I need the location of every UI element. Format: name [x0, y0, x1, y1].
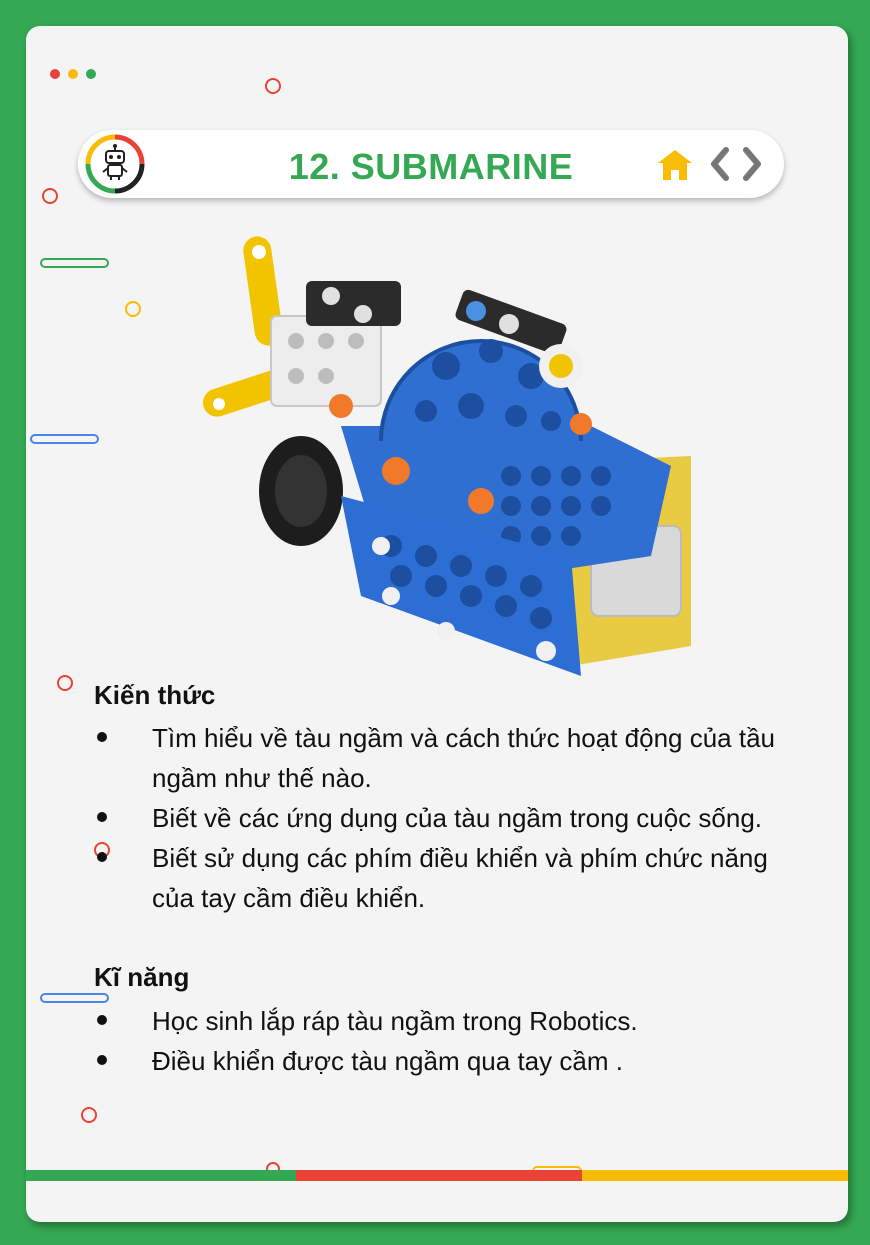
list-item: Biết sử dụng các phím điều khiển và phím chức năng của tay cầm điều khiển.	[94, 838, 804, 918]
decor-pill	[30, 434, 99, 444]
skills-heading: Kĩ năng	[94, 962, 190, 992]
list-item: Tìm hiểu về tàu ngầm và cách thức hoạt động của tầu ngầm như thế nào.	[94, 718, 804, 798]
skills-list	[94, 1001, 804, 1081]
knowledge-list	[94, 718, 804, 918]
window-dot-green	[86, 69, 96, 79]
submarine-robot-model-image	[191, 226, 691, 696]
list-item: Điều khiển được tàu ngầm qua tay cầm .	[94, 1041, 804, 1081]
home-icon[interactable]	[656, 148, 694, 182]
decor-ring	[265, 78, 281, 94]
decor-ring	[42, 188, 58, 204]
footer-bar-green	[26, 1170, 296, 1181]
lesson-card	[26, 26, 848, 1222]
list-item: Biết về các ứng dụng của tàu ngầm trong cuộc sống.	[94, 798, 804, 838]
footer-bar-yellow	[582, 1170, 848, 1181]
chevron-right-icon[interactable]	[740, 146, 764, 182]
window-dot-red	[50, 69, 60, 79]
list-item: Học sinh lắp ráp tàu ngầm trong Robotics.	[94, 1001, 804, 1041]
chevron-left-icon[interactable]	[708, 146, 732, 182]
footer-bar-red	[296, 1170, 582, 1181]
page-title: 12. SUBMARINE	[288, 146, 574, 187]
robot-logo-icon	[85, 134, 145, 194]
window-dot-yellow	[68, 69, 78, 79]
decor-pill	[40, 258, 109, 268]
decor-ring	[125, 301, 141, 317]
decor-ring	[81, 1107, 97, 1123]
lesson-header	[78, 130, 784, 198]
knowledge-heading: Kiến thức	[94, 680, 216, 710]
decor-ring	[57, 675, 73, 691]
